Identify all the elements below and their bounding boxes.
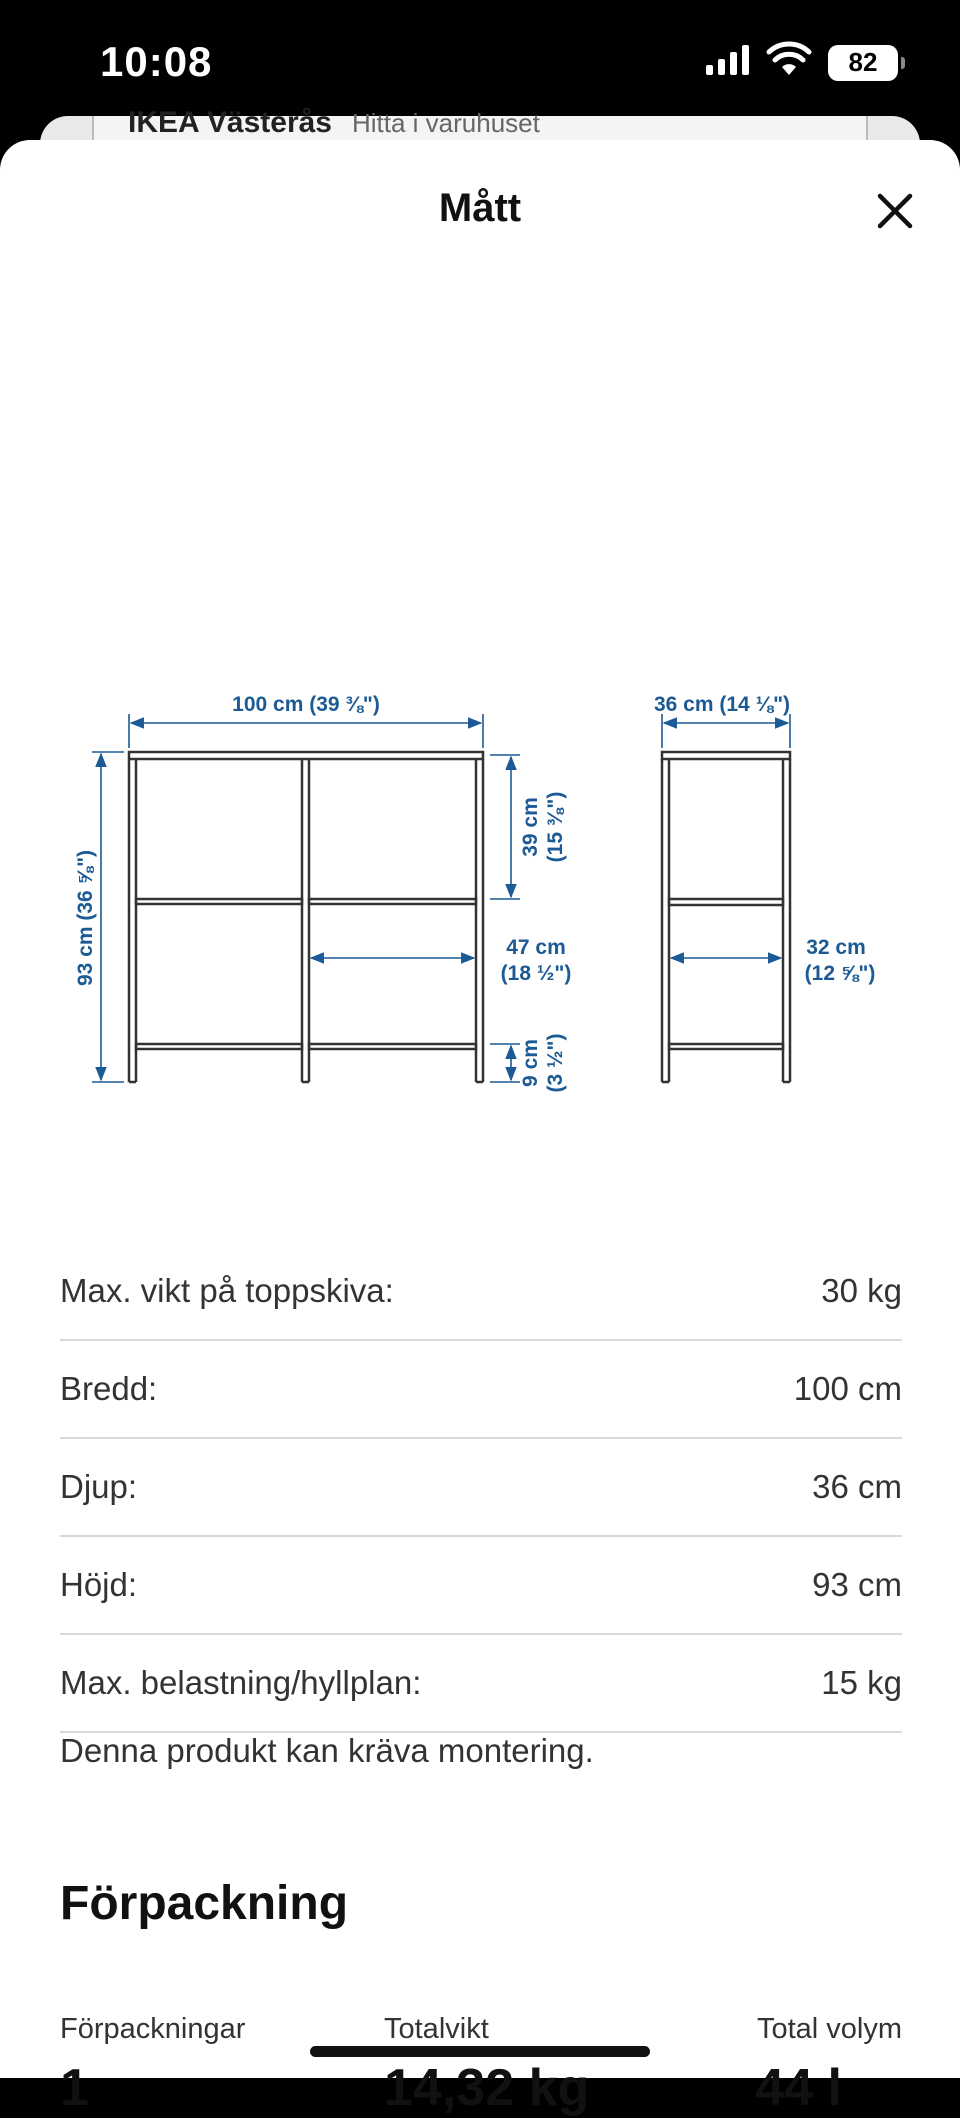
spec-value: 15 kg bbox=[821, 1664, 902, 1701]
assembly-note: Denna produkt kan kräva montering. bbox=[60, 1732, 594, 1769]
battery-icon bbox=[828, 45, 898, 81]
spec-row bbox=[60, 1243, 902, 1341]
spec-value: 100 cm bbox=[793, 1370, 902, 1407]
inner-depth-label-2: (12 ⅝") bbox=[804, 962, 876, 985]
specs-list bbox=[60, 1243, 902, 1733]
inner-width-label-1: 47 cm bbox=[506, 936, 566, 959]
battery-level: 82 bbox=[848, 47, 878, 77]
background-store-name: IKEA Västerås bbox=[128, 106, 332, 139]
spec-label: Höjd: bbox=[60, 1566, 138, 1603]
spec-value: 36 cm bbox=[812, 1468, 902, 1505]
spec-value: 30 kg bbox=[821, 1272, 902, 1309]
spec-label: Bredd: bbox=[60, 1370, 158, 1407]
packaging-weight-value: 14,32 kg bbox=[384, 2059, 590, 2117]
spec-label: Max. vikt på toppskiva: bbox=[60, 1272, 394, 1309]
packaging-weight-label: Totalvikt bbox=[384, 2013, 489, 2045]
spec-label: Djup: bbox=[60, 1468, 138, 1505]
foot-height-label-2: (3 ½") bbox=[544, 1033, 567, 1093]
foot-height-label-1: 9 cm bbox=[519, 1039, 542, 1087]
sheet-title: Mått bbox=[438, 186, 522, 230]
spec-row bbox=[60, 1537, 902, 1635]
dimension-drawing bbox=[0, 520, 960, 1120]
spec-label: Max. belastning/hyllplan: bbox=[60, 1664, 422, 1701]
sheet-header bbox=[0, 140, 960, 280]
background-store-link: Hitta i varuhuset bbox=[352, 108, 540, 138]
width-label: 100 cm (39 ⅜") bbox=[232, 693, 380, 716]
depth-label: 36 cm (14 ⅛") bbox=[653, 693, 791, 716]
inner-depth-label-1: 32 cm bbox=[806, 936, 866, 959]
side-view-dimensions bbox=[662, 714, 790, 958]
spec-row bbox=[60, 1439, 902, 1537]
close-icon bbox=[877, 193, 913, 229]
packaging-volume-label: Total volym bbox=[756, 2013, 902, 2045]
status-time: 10:08 bbox=[100, 38, 213, 85]
spec-row bbox=[60, 1635, 902, 1733]
background-store-text bbox=[128, 106, 540, 140]
status-icons bbox=[706, 44, 898, 81]
shelf-height-label-1: 39 cm bbox=[519, 797, 542, 857]
packaging-title: Förpackning bbox=[60, 1877, 349, 1930]
packaging-count-label: Förpackningar bbox=[60, 2013, 246, 2045]
signal-icon bbox=[706, 45, 750, 80]
close-button[interactable] bbox=[868, 184, 922, 238]
wifi-icon bbox=[768, 44, 810, 81]
front-view-shelf bbox=[129, 752, 483, 1082]
dimensions-sheet bbox=[0, 140, 960, 2117]
packaging-volume-value: 44 l bbox=[755, 2059, 842, 2117]
packaging-values bbox=[60, 2058, 902, 2117]
shelf-height-label-2: (15 ⅜") bbox=[544, 791, 567, 863]
height-label: 93 cm (36 ⅝") bbox=[74, 849, 97, 987]
spec-value: 93 cm bbox=[812, 1566, 902, 1603]
inner-width-label-2: (18 ½") bbox=[500, 962, 572, 985]
home-indicator[interactable] bbox=[310, 2046, 650, 2057]
side-view-shelf bbox=[662, 752, 790, 1082]
packaging-count-value: 1 bbox=[60, 2059, 89, 2117]
spec-row bbox=[60, 1341, 902, 1439]
